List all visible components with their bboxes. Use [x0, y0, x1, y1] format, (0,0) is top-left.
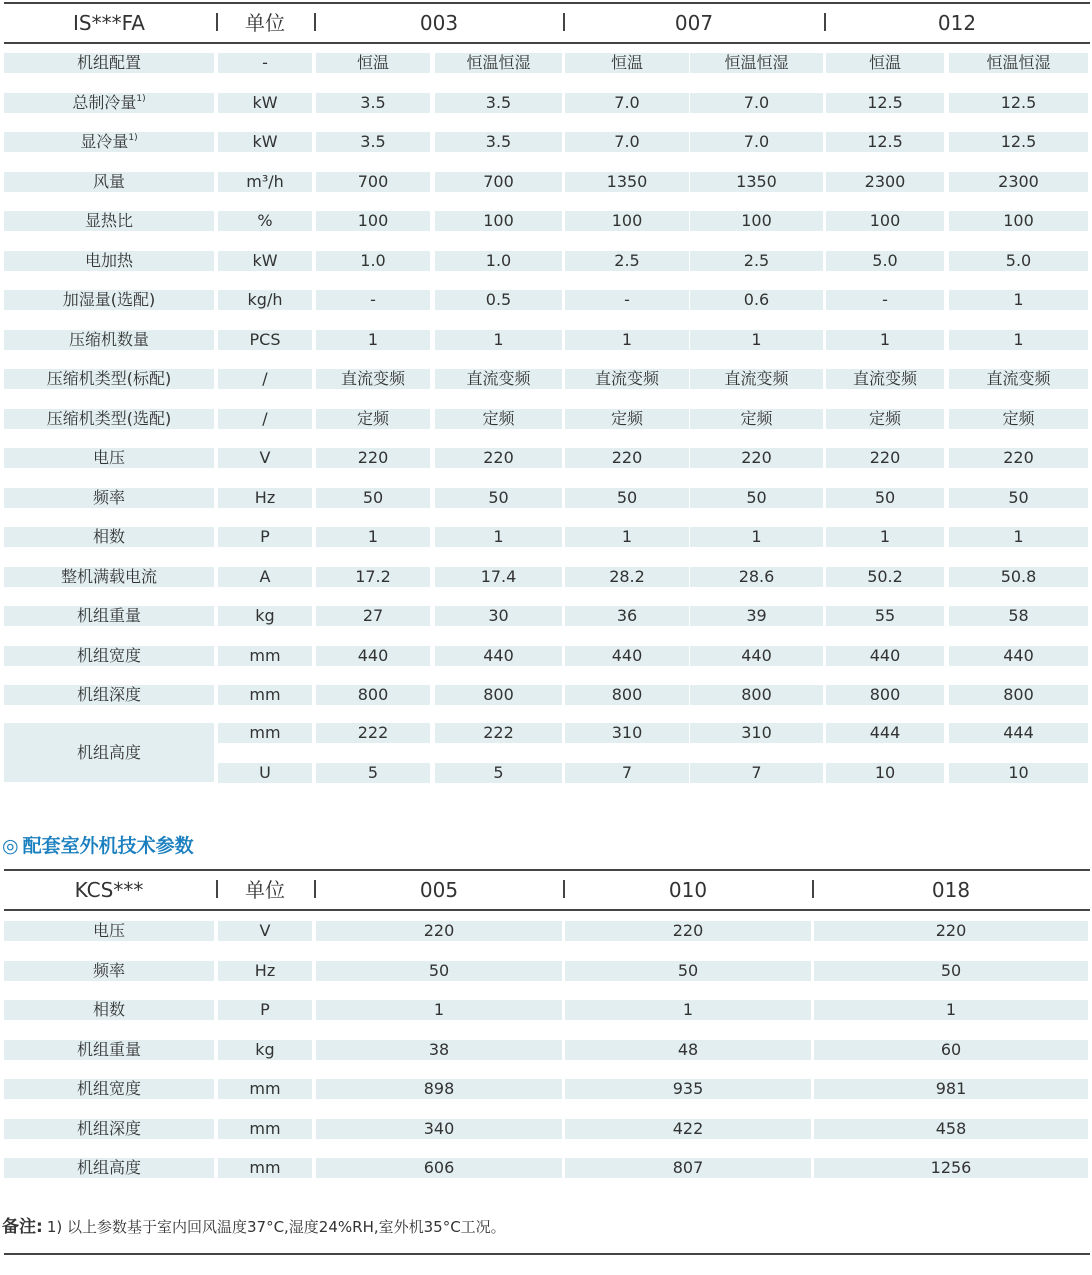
row-label [4, 132, 214, 152]
table-cell: 800 [565, 685, 689, 705]
table-cell: 100 [565, 211, 689, 231]
row-unit: Hz [218, 488, 312, 508]
row-unit: kg/h [218, 290, 312, 310]
table-cell: 17.2 [316, 567, 430, 587]
table-cell: 1 [690, 527, 823, 547]
table-cell: 100 [435, 211, 562, 231]
table-cell: 0.6 [690, 290, 823, 310]
outdoor-header-group-010: 010 [668, 878, 708, 902]
table-cell: 39 [690, 606, 823, 626]
table-cell: 444 [949, 723, 1088, 743]
table-cell: 10 [826, 763, 944, 783]
table-cell: 1 [826, 330, 944, 350]
table-cell: 700 [435, 172, 562, 192]
table-cell: 981 [814, 1079, 1088, 1099]
row-label: 相数 [4, 1000, 214, 1020]
outdoor-title-text: 配套室外机技术参数 [22, 835, 194, 857]
table-cell: 1.0 [435, 251, 562, 271]
table-cell: 5.0 [949, 251, 1088, 271]
indoor-header-group-007: 007 [674, 11, 714, 35]
table-cell: 50 [316, 961, 562, 981]
row-label-text: 总制冷量 [72, 92, 137, 112]
outdoor-header-unit: 单位 [245, 878, 285, 902]
table-cell: 807 [565, 1158, 811, 1178]
table-cell: 440 [435, 646, 562, 666]
table-cell: 1 [814, 1000, 1088, 1020]
footnote-label: 备注: [2, 1217, 43, 1237]
indoor-header-bottom-rule [4, 42, 1090, 44]
table-cell: 28.2 [565, 567, 689, 587]
table-cell: 1 [949, 290, 1088, 310]
table-cell: 7 [565, 763, 689, 783]
table-cell: 恒温恒湿 [949, 53, 1088, 73]
table-cell: 1 [949, 330, 1088, 350]
table-cell: 10 [949, 763, 1088, 783]
table-cell: 606 [316, 1158, 562, 1178]
table-cell: 440 [316, 646, 430, 666]
row-unit: / [218, 409, 312, 429]
table-cell: 恒温 [316, 53, 430, 73]
circle-mark-icon: ◎ [2, 835, 19, 857]
outdoor-table-header [0, 870, 1092, 910]
table-cell: 3.5 [316, 132, 430, 152]
row-unit: kg [218, 606, 312, 626]
row-label-text: 压缩机数量 [68, 329, 149, 349]
table-cell: 0.5 [435, 290, 562, 310]
row-unit: A [218, 567, 312, 587]
row-label-text: 压缩机类型(选配) [46, 408, 172, 428]
table-cell: 440 [565, 646, 689, 666]
table-cell: 1 [565, 330, 689, 350]
table-cell: 3.5 [435, 93, 562, 113]
indoor-table-header [0, 3, 1092, 43]
table-cell: 50 [435, 488, 562, 508]
table-cell: 220 [316, 921, 562, 941]
row-unit: V [218, 448, 312, 468]
row-label [4, 448, 214, 468]
table-cell: 458 [814, 1119, 1088, 1139]
row-label: 电压 [4, 921, 214, 941]
table-cell: 5 [316, 763, 430, 783]
row-label: 机组高度 [4, 723, 214, 782]
row-label-text: 显冷量 [80, 132, 129, 151]
row-label-text: 加湿量(选配) [62, 290, 156, 309]
row-label: 机组深度 [4, 1119, 214, 1139]
row-label [4, 53, 214, 73]
indoor-header-model: IS***FA [73, 11, 145, 35]
row-label-text: 电压 [92, 448, 125, 467]
row-unit: kg [218, 1040, 312, 1060]
table-cell: 222 [316, 723, 430, 743]
table-cell: 直流变频 [826, 369, 944, 389]
row-unit: / [218, 369, 312, 389]
table-cell: 3.5 [435, 132, 562, 152]
table-cell: 3.5 [316, 93, 430, 113]
table-cell: 50.8 [949, 567, 1088, 587]
table-cell: 50.2 [826, 567, 944, 587]
table-cell: 440 [826, 646, 944, 666]
table-cell: 220 [565, 921, 811, 941]
footer-rule [4, 1253, 1090, 1255]
table-cell: 50 [316, 488, 430, 508]
table-cell: 1 [316, 527, 430, 547]
table-cell: 1350 [690, 172, 823, 192]
table-cell: 12.5 [949, 132, 1088, 152]
row-label-text: 相数 [92, 527, 125, 546]
table-cell: 700 [316, 172, 430, 192]
table-cell: 30 [435, 606, 562, 626]
table-cell: 220 [435, 448, 562, 468]
table-cell: 220 [565, 448, 689, 468]
table-cell: 50 [565, 488, 689, 508]
table-cell: 7 [690, 763, 823, 783]
table-cell: 1 [316, 1000, 562, 1020]
row-label [4, 606, 214, 626]
table-cell: 1 [949, 527, 1088, 547]
table-cell: 1.0 [316, 251, 430, 271]
row-unit: kW [218, 132, 312, 152]
indoor-header-group-003: 003 [419, 11, 459, 35]
table-cell: 50 [826, 488, 944, 508]
row-label [4, 567, 214, 587]
outdoor-section-title [2, 832, 194, 860]
table-cell: 恒温 [826, 53, 944, 73]
row-unit: U [218, 763, 312, 783]
footnote-ref: 1) [128, 133, 138, 143]
table-cell: 1256 [814, 1158, 1088, 1178]
table-cell: 定频 [435, 409, 562, 429]
table-cell: 定频 [826, 409, 944, 429]
row-label: 频率 [4, 961, 214, 981]
row-label-text: 风量 [92, 171, 125, 191]
table-cell: 7.0 [565, 93, 689, 113]
row-label-text: 电加热 [84, 250, 133, 270]
row-label [4, 290, 214, 310]
table-cell: 1 [316, 330, 430, 350]
outdoor-header-bottom-rule [4, 909, 1090, 911]
table-cell: 100 [826, 211, 944, 231]
row-label [4, 685, 214, 705]
row-unit: PCS [218, 330, 312, 350]
row-label-text: 频率 [92, 487, 125, 507]
table-cell: - [565, 290, 689, 310]
table-cell: 800 [316, 685, 430, 705]
table-cell: 800 [826, 685, 944, 705]
row-unit: P [218, 1000, 312, 1020]
table-cell: 1 [565, 1000, 811, 1020]
table-cell: 定频 [565, 409, 689, 429]
table-cell: 440 [949, 646, 1088, 666]
row-label-text: 机组配置 [76, 53, 141, 72]
table-cell: 50 [949, 488, 1088, 508]
table-cell: 444 [826, 723, 944, 743]
footnote-text: 1) 以上参数基于室内回风温度37°C,湿度24%RH,室外机35°C工况。 [46, 1218, 506, 1236]
row-label: 机组高度 [4, 1158, 214, 1178]
row-label [4, 172, 214, 192]
outdoor-header-group-005: 005 [419, 878, 459, 902]
row-label-text: 显热比 [84, 211, 133, 230]
table-cell: 2300 [949, 172, 1088, 192]
table-cell: 5.0 [826, 251, 944, 271]
row-label: 机组宽度 [4, 1079, 214, 1099]
table-cell: 直流变频 [565, 369, 689, 389]
table-cell: 100 [690, 211, 823, 231]
row-unit: mm [218, 723, 312, 743]
row-unit: kW [218, 251, 312, 271]
table-cell: 恒温恒湿 [435, 53, 562, 73]
table-cell: 36 [565, 606, 689, 626]
outdoor-header-group-018: 018 [931, 878, 971, 902]
table-cell: 310 [690, 723, 823, 743]
row-unit: Hz [218, 961, 312, 981]
table-cell: 310 [565, 723, 689, 743]
table-cell: 220 [316, 448, 430, 468]
table-cell: 100 [316, 211, 430, 231]
table-cell: 422 [565, 1119, 811, 1139]
row-unit: P [218, 527, 312, 547]
table-cell: 48 [565, 1040, 811, 1060]
table-cell: 1 [435, 330, 562, 350]
table-cell: 恒温恒湿 [690, 53, 823, 73]
indoor-header-unit: 单位 [245, 11, 285, 35]
table-cell: 50 [565, 961, 811, 981]
table-cell: 1 [690, 330, 823, 350]
table-cell: 50 [814, 961, 1088, 981]
table-cell: 800 [435, 685, 562, 705]
table-cell: 1 [565, 527, 689, 547]
table-cell: 220 [949, 448, 1088, 468]
table-cell: 898 [316, 1079, 562, 1099]
table-cell: 50 [690, 488, 823, 508]
footnote-ref: 1) [136, 93, 146, 104]
row-label [4, 369, 214, 389]
table-cell: 222 [435, 723, 562, 743]
row-label-text: 机组重量 [76, 606, 141, 625]
table-cell: 1 [435, 527, 562, 547]
table-cell: 220 [814, 921, 1088, 941]
table-cell: 直流变频 [690, 369, 823, 389]
indoor-header-group-012: 012 [937, 11, 977, 35]
table-cell: - [826, 290, 944, 310]
row-unit: mm [218, 685, 312, 705]
table-cell: 800 [949, 685, 1088, 705]
table-cell: 12.5 [826, 93, 944, 113]
row-unit: m³/h [218, 172, 312, 192]
table-cell: 28.6 [690, 567, 823, 587]
row-unit: mm [218, 1119, 312, 1139]
table-cell: 直流变频 [949, 369, 1088, 389]
table-cell: 60 [814, 1040, 1088, 1060]
table-cell: 55 [826, 606, 944, 626]
row-unit: mm [218, 646, 312, 666]
table-cell: 1350 [565, 172, 689, 192]
row-label [4, 93, 214, 113]
table-cell: 2.5 [690, 251, 823, 271]
row-label [4, 409, 214, 429]
table-cell: 直流变频 [316, 369, 430, 389]
table-cell: 7.0 [690, 93, 823, 113]
table-cell: 7.0 [565, 132, 689, 152]
table-cell: - [316, 290, 430, 310]
row-label-text: 压缩机类型(标配) [46, 369, 172, 388]
row-label: 机组重量 [4, 1040, 214, 1060]
outdoor-header-model: KCS*** [74, 878, 144, 902]
table-cell: 220 [690, 448, 823, 468]
table-cell: 340 [316, 1119, 562, 1139]
table-cell: 27 [316, 606, 430, 626]
table-cell: 2.5 [565, 251, 689, 271]
row-label-text: 机组深度 [76, 685, 141, 704]
table-cell: 12.5 [826, 132, 944, 152]
table-cell: 定频 [316, 409, 430, 429]
row-unit: V [218, 921, 312, 941]
row-label [4, 211, 214, 231]
table-cell: 38 [316, 1040, 562, 1060]
table-cell: 935 [565, 1079, 811, 1099]
table-cell: 2300 [826, 172, 944, 192]
row-label [4, 646, 214, 666]
row-label [4, 251, 214, 271]
row-label-text: 机组宽度 [76, 645, 141, 665]
table-cell: 定频 [690, 409, 823, 429]
table-cell: 直流变频 [435, 369, 562, 389]
row-unit: mm [218, 1079, 312, 1099]
table-cell: 5 [435, 763, 562, 783]
table-cell: 恒温 [565, 53, 689, 73]
row-label [4, 330, 214, 350]
table-cell: 58 [949, 606, 1088, 626]
table-cell: 220 [826, 448, 944, 468]
row-unit: mm [218, 1158, 312, 1178]
table-cell: 12.5 [949, 93, 1088, 113]
row-label [4, 488, 214, 508]
table-cell: 17.4 [435, 567, 562, 587]
table-cell: 1 [826, 527, 944, 547]
table-cell: 定频 [949, 409, 1088, 429]
row-unit: % [218, 211, 312, 231]
row-label [4, 527, 214, 547]
footnote [2, 1214, 506, 1240]
row-label-text: 整机满载电流 [60, 566, 157, 586]
table-cell: 7.0 [690, 132, 823, 152]
row-unit: kW [218, 93, 312, 113]
table-cell: 800 [690, 685, 823, 705]
row-unit: - [218, 53, 312, 73]
table-cell: 440 [690, 646, 823, 666]
table-cell: 100 [949, 211, 1088, 231]
